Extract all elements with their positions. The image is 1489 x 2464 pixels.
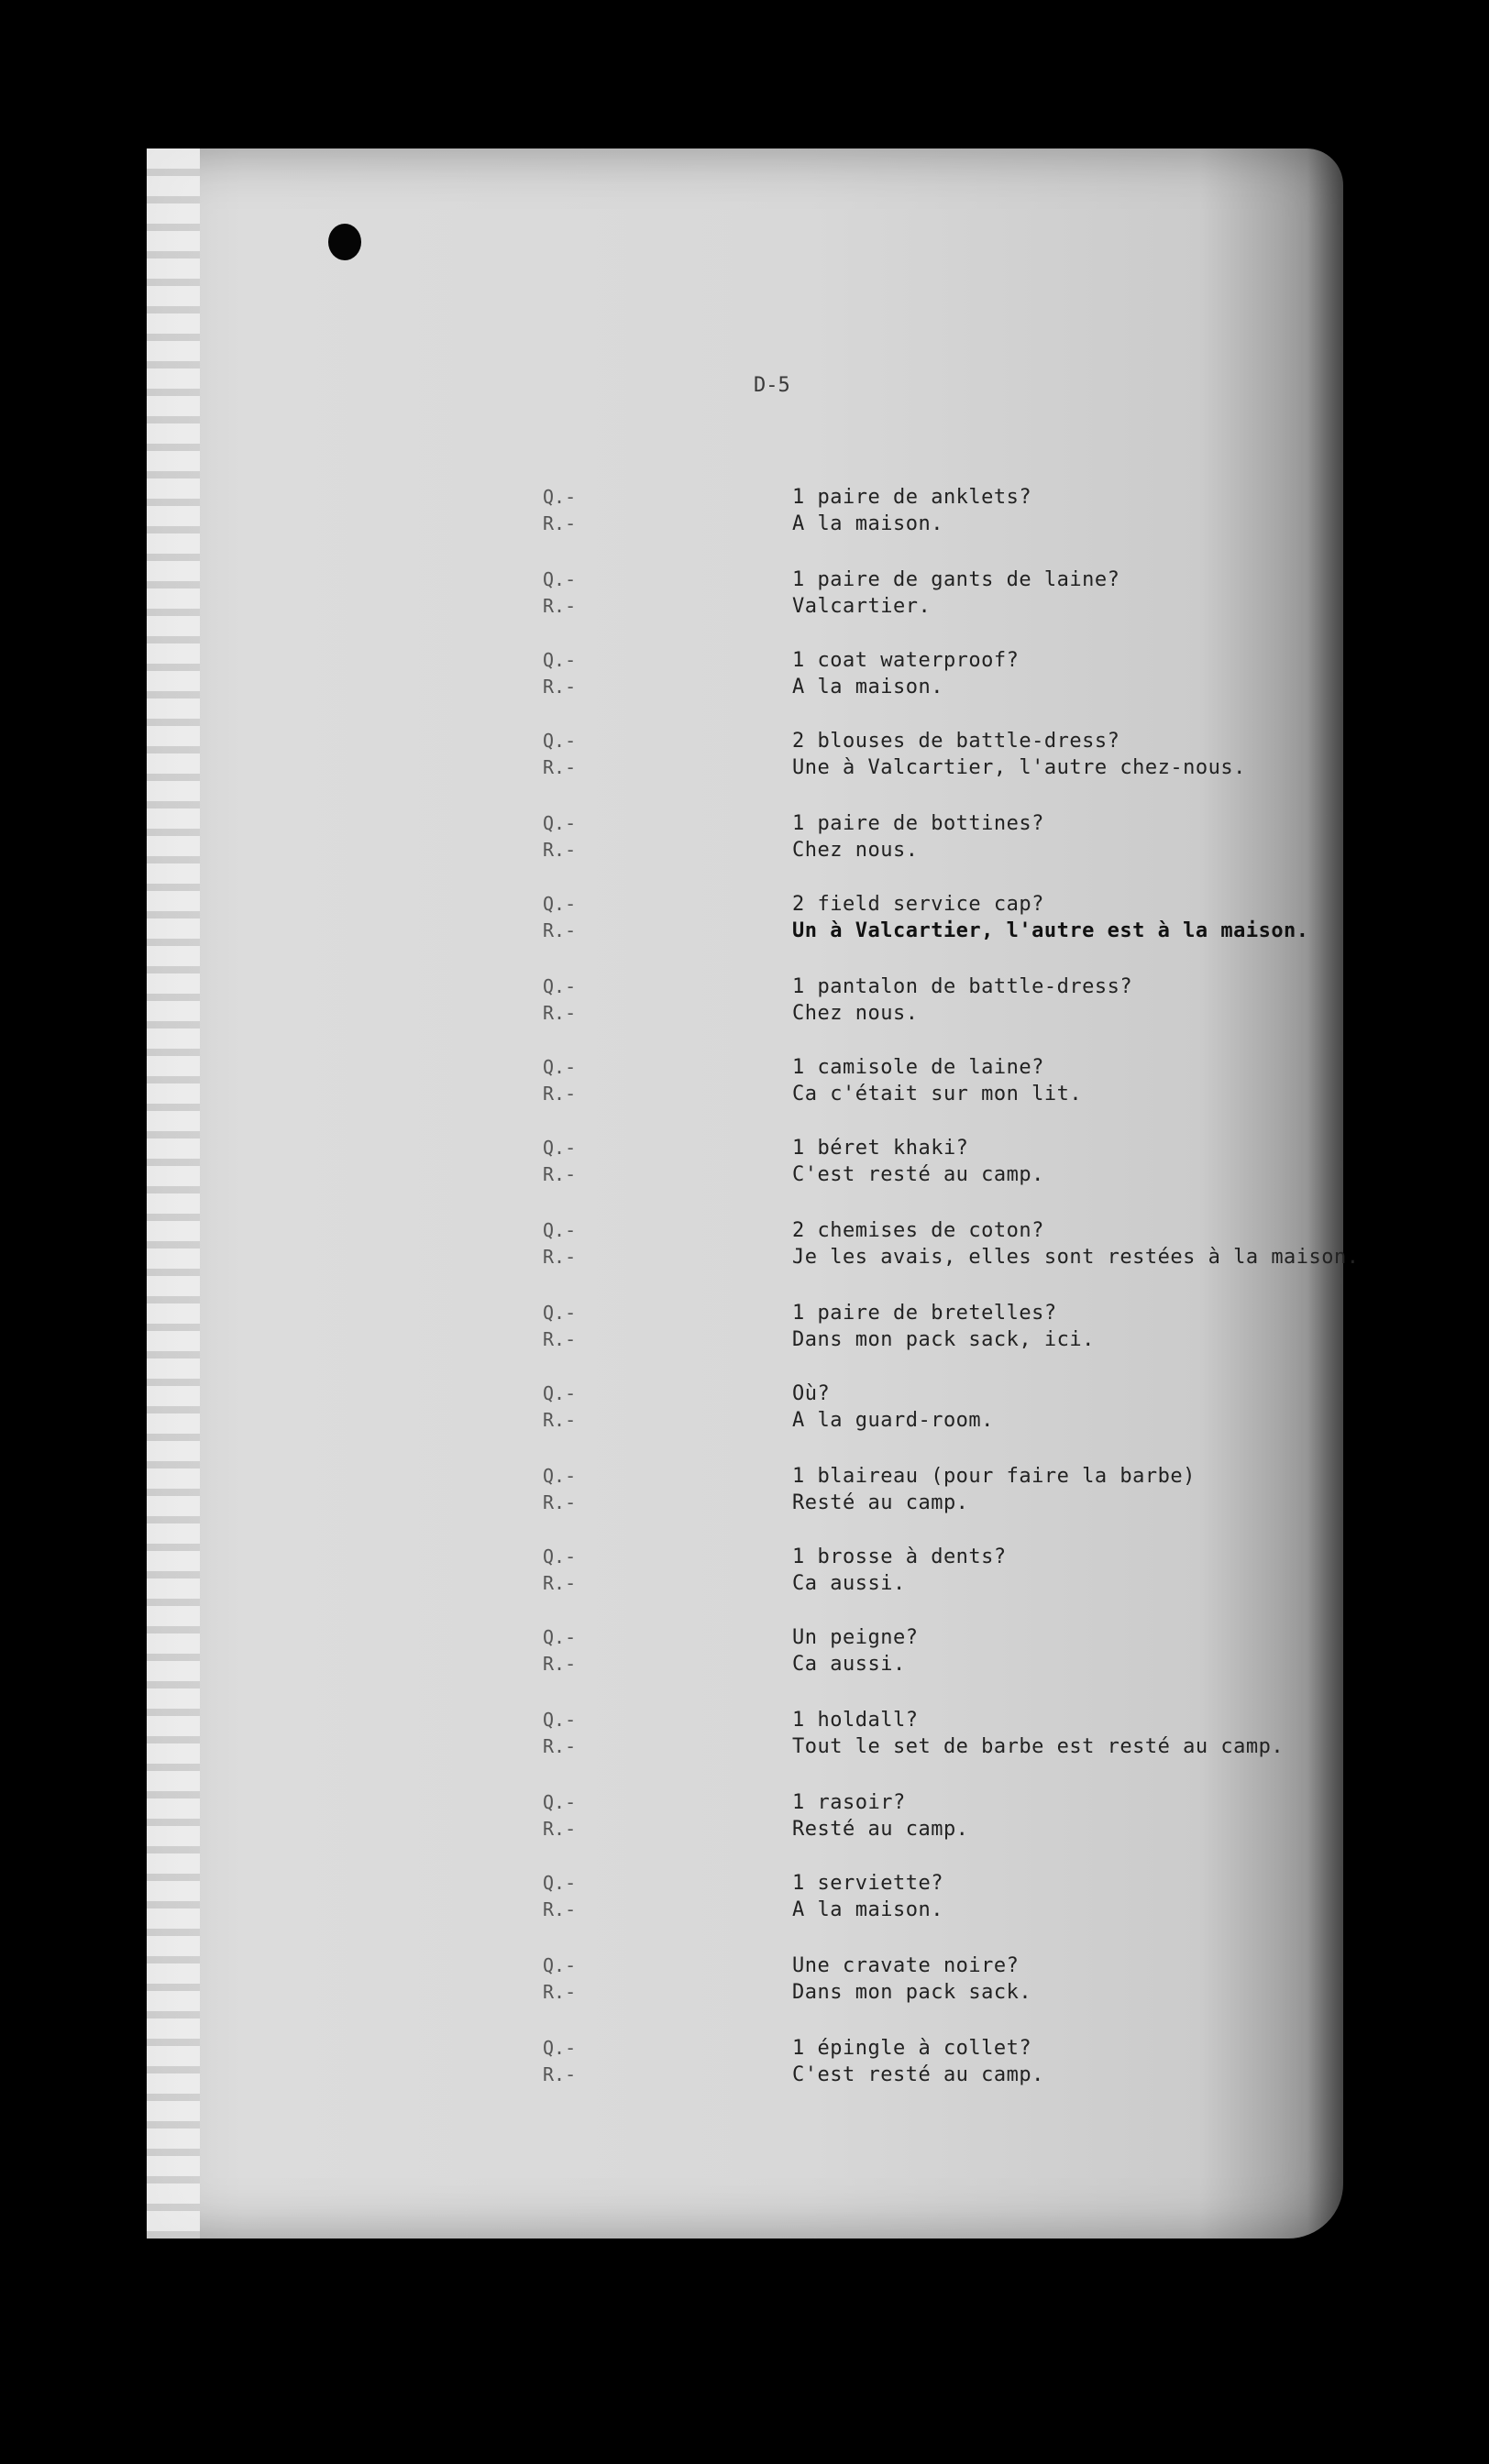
answer-marker: R.- [543, 1818, 577, 1840]
qa-entry [0, 484, 1489, 539]
qa-entry [0, 1952, 1489, 2008]
answer-text: Resté au camp. [792, 1818, 969, 1841]
qa-entry [0, 974, 1489, 1028]
answer-marker: R.- [543, 1083, 577, 1105]
question-text: 1 blaireau (pour faire la barbe) [792, 1465, 1196, 1488]
question-text: Une cravate noire? [792, 1954, 1020, 1977]
answer-text: Ca aussi. [792, 1572, 906, 1595]
question-text: 2 chemises de coton? [792, 1219, 1044, 1242]
question-marker: Q.- [543, 1056, 577, 1078]
question-marker: Q.- [543, 1219, 577, 1241]
answer-marker: R.- [543, 1246, 577, 1268]
answer-marker: R.- [543, 1409, 577, 1431]
qa-entry [0, 1870, 1489, 1925]
answer-marker: R.- [543, 2063, 577, 2085]
qa-entry [0, 2035, 1489, 2090]
question-text: 1 paire de bottines? [792, 812, 1044, 835]
question-text: 1 serviette? [792, 1872, 943, 1895]
qa-entry [0, 1544, 1489, 1599]
question-text: 1 brosse à dents? [792, 1546, 1007, 1568]
qa-entry [0, 1707, 1489, 1762]
qa-entry [0, 1463, 1489, 1518]
question-text: 1 béret khaki? [792, 1137, 969, 1160]
answer-text: A la maison. [792, 512, 943, 535]
question-text: Un peigne? [792, 1626, 919, 1649]
answer-marker: R.- [543, 1653, 577, 1675]
question-marker: Q.- [543, 486, 577, 508]
answer-text: Ca aussi. [792, 1653, 906, 1676]
question-text: 1 camisole de laine? [792, 1056, 1044, 1079]
answer-text: Valcartier. [792, 595, 932, 618]
answer-marker: R.- [543, 1898, 577, 1920]
qa-entry [0, 1054, 1489, 1109]
question-marker: Q.- [543, 568, 577, 590]
question-marker: Q.- [543, 1465, 577, 1487]
qa-entry [0, 728, 1489, 783]
qa-entry [0, 1217, 1489, 1272]
question-text: 1 pantalon de battle-dress? [792, 975, 1133, 998]
qa-entry [0, 1624, 1489, 1679]
question-text: 1 holdall? [792, 1709, 919, 1732]
answer-text: Un à Valcartier, l'autre est à la maison. [792, 919, 1309, 942]
answer-text: Resté au camp. [792, 1491, 969, 1514]
qa-entry [0, 891, 1489, 946]
answer-text: Chez nous. [792, 1002, 919, 1025]
question-text: 2 blouses de battle-dress? [792, 730, 1120, 753]
answer-text: Dans mon pack sack, ici. [792, 1328, 1095, 1351]
answer-marker: R.- [543, 1572, 577, 1594]
question-text: 1 rasoir? [792, 1791, 906, 1814]
question-text: 1 épingle à collet? [792, 2037, 1032, 2060]
answer-text: C'est resté au camp. [792, 2063, 1044, 2086]
question-marker: Q.- [543, 975, 577, 997]
qa-entry [0, 810, 1489, 865]
question-marker: Q.- [543, 649, 577, 671]
question-marker: Q.- [543, 1954, 577, 1976]
answer-text: Chez nous. [792, 839, 919, 862]
answer-marker: R.- [543, 1491, 577, 1513]
answer-marker: R.- [543, 756, 577, 778]
answer-text: Une à Valcartier, l'autre chez-nous. [792, 756, 1246, 779]
qa-entry [0, 647, 1489, 702]
answer-text: Dans mon pack sack. [792, 1981, 1032, 2004]
question-text: 1 coat waterproof? [792, 649, 1020, 672]
question-text: Où? [792, 1382, 831, 1405]
question-marker: Q.- [543, 1546, 577, 1568]
question-marker: Q.- [543, 1137, 577, 1159]
answer-text: A la guard-room. [792, 1409, 994, 1432]
question-marker: Q.- [543, 2037, 577, 2059]
question-marker: Q.- [543, 893, 577, 915]
answer-marker: R.- [543, 1002, 577, 1024]
qa-entry [0, 1380, 1489, 1436]
answer-marker: R.- [543, 1328, 577, 1350]
question-marker: Q.- [543, 1382, 577, 1404]
answer-marker: R.- [543, 1735, 577, 1757]
answer-text: A la maison. [792, 1898, 943, 1921]
answer-text: C'est resté au camp. [792, 1163, 1044, 1186]
answer-marker: R.- [543, 1163, 577, 1185]
qa-entry [0, 566, 1489, 622]
answer-marker: R.- [543, 1981, 577, 2003]
question-marker: Q.- [543, 1302, 577, 1324]
question-text: 1 paire de bretelles? [792, 1302, 1057, 1325]
answer-marker: R.- [543, 839, 577, 861]
page-number: D-5 [754, 374, 790, 397]
qa-entry [0, 1789, 1489, 1844]
question-marker: Q.- [543, 1791, 577, 1813]
answer-text: Tout le set de barbe est resté au camp. [792, 1735, 1285, 1758]
answer-marker: R.- [543, 919, 577, 941]
answer-marker: R.- [543, 676, 577, 698]
answer-marker: R.- [543, 512, 577, 534]
question-text: 1 paire de gants de laine? [792, 568, 1120, 591]
question-marker: Q.- [543, 1872, 577, 1894]
question-marker: Q.- [543, 730, 577, 752]
question-text: 1 paire de anklets? [792, 486, 1032, 509]
answer-text: Je les avais, elles sont restées à la maison. [792, 1246, 1360, 1269]
question-marker: Q.- [543, 1626, 577, 1648]
answer-marker: R.- [543, 595, 577, 617]
qa-entry [0, 1300, 1489, 1355]
qa-entry [0, 1135, 1489, 1190]
question-text: 2 field service cap? [792, 893, 1044, 916]
question-marker: Q.- [543, 1709, 577, 1731]
question-marker: Q.- [543, 812, 577, 834]
answer-text: A la maison. [792, 676, 943, 698]
answer-text: Ca c'était sur mon lit. [792, 1083, 1083, 1106]
